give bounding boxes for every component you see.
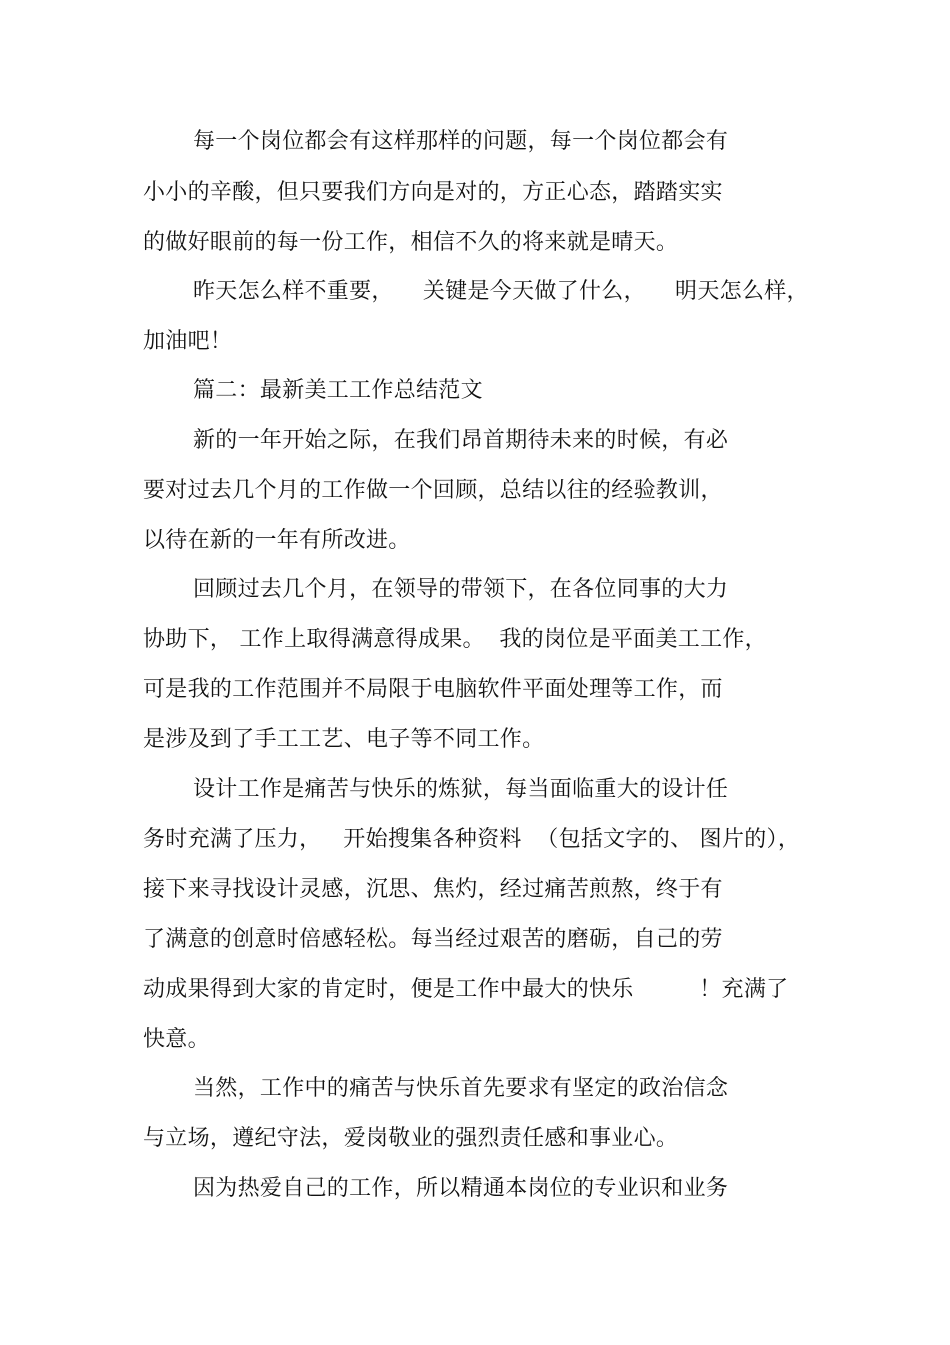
text-line: 以待在新的一年有所改进。: [143, 528, 411, 553]
text-line: 务时充满了压力， 开始搜集各种资料 （包括文字的、 图片的），: [143, 827, 801, 852]
text-line: 快意。: [143, 1027, 210, 1052]
text-line: 设计工作是痛苦与快乐的炼狱，每当面临重大的设计任: [193, 777, 729, 802]
text-line: 协助下， 工作上取得满意得成果。 我的岗位是平面美工工作，: [143, 627, 767, 652]
text-line: 因为热爱自己的工作，所以精通本岗位的专业识和业务: [193, 1176, 729, 1201]
text-line: 当然，工作中的痛苦与快乐首先要求有坚定的政治信念: [193, 1076, 729, 1101]
text-line: 动成果得到大家的肯定时，便是工作中最大的快乐 ！充满了: [143, 977, 789, 1002]
text-line: 加油吧！: [143, 329, 233, 354]
text-line: 可是我的工作范围并不局限于电脑软件平面处理等工作，而: [143, 677, 723, 702]
text-line: 新的一年开始之际，在我们昂首期待未来的时候，有必: [193, 428, 729, 453]
text-line: 小小的辛酸，但只要我们方向是对的，方正心态，踏踏实实: [143, 180, 723, 205]
text-line: 每一个岗位都会有这样那样的问题，每一个岗位都会有: [193, 129, 729, 154]
text-line: 是涉及到了手工工艺、电子等不同工作。: [143, 727, 545, 752]
text-line: 昨天怎么样不重要， 关键是今天做了什么， 明天怎么样，: [193, 279, 809, 304]
text-line: 与立场，遵纪守法，爱岗敬业的强烈责任感和事业心。: [143, 1126, 679, 1151]
section-heading: 篇二：最新美工工作总结范文: [193, 378, 483, 403]
text-line: 回顾过去几个月，在领导的带领下，在各位同事的大力: [193, 577, 729, 602]
text-line: 的做好眼前的每一份工作，相信不久的将来就是晴天。: [143, 230, 679, 255]
text-line: 了满意的创意时倍感轻松。每当经过艰苦的磨砺，自己的劳: [143, 927, 723, 952]
text-line: 接下来寻找设计灵感，沉思、焦灼，经过痛苦煎熬，终于有: [143, 877, 723, 902]
text-line: 要对过去几个月的工作做一个回顾，总结以往的经验教训，: [143, 478, 723, 503]
